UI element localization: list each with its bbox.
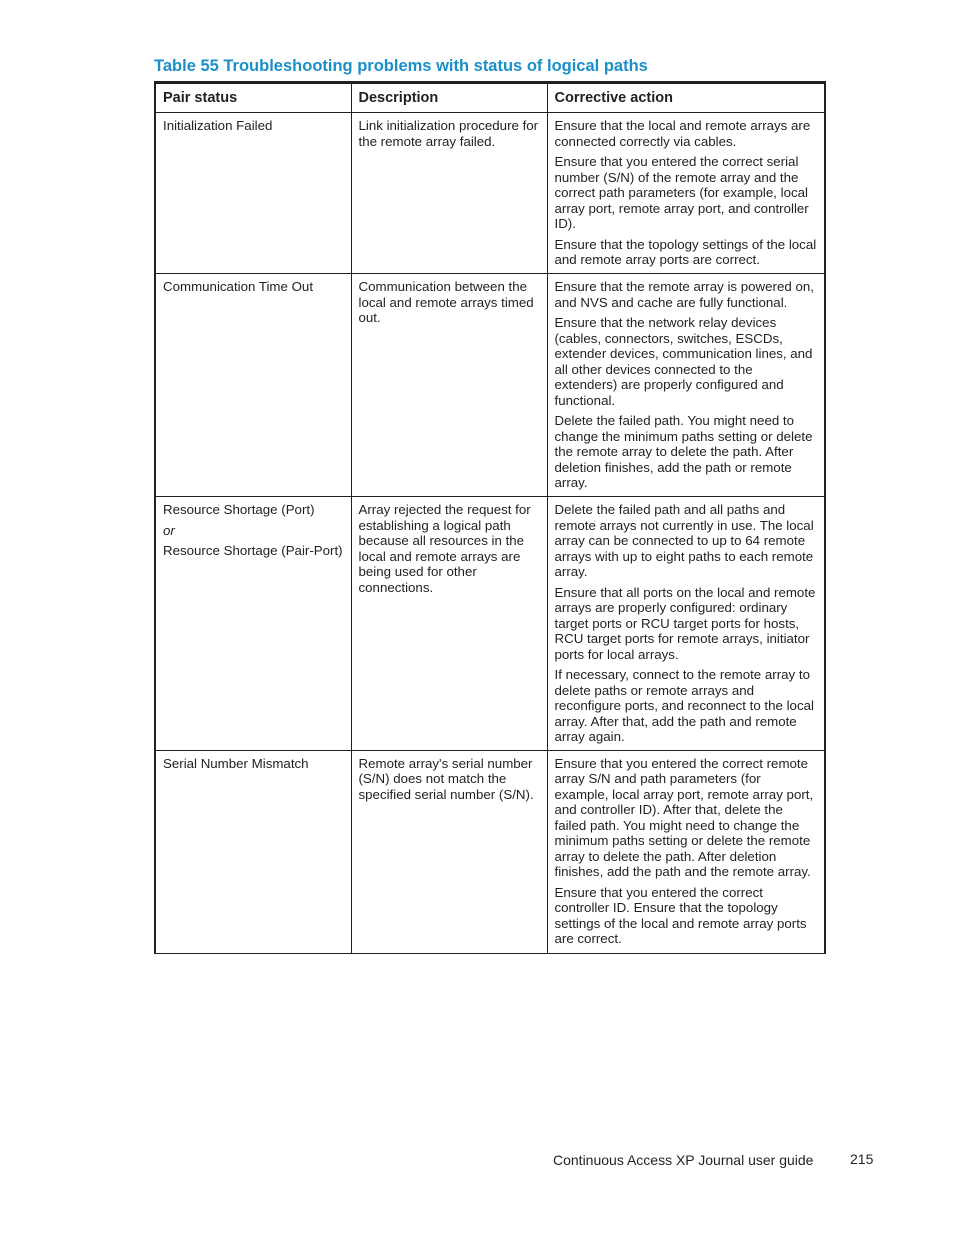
corrective-action-paragraph: Ensure that all ports on the local and remote arrays are properly configured: ordinary target ports or RCU target ports for hosts, RCU target ports for remote arrays, initiator ports for local arrays. (554, 584, 816, 662)
corrective-action-paragraph: Ensure that you entered the correct controller ID. Ensure that the topology settings of the local and remote array ports are correct. (554, 884, 807, 946)
table-row (155, 113, 825, 274)
description-text: Remote array's serial number (S/N) does not match the specified serial number (S/N). (358, 755, 534, 802)
corrective-action-cell (547, 497, 825, 751)
corrective-action-paragraph: Ensure that the local and remote arrays are connected correctly via cables. (554, 118, 811, 149)
footer-document-title: Continuous Access XP Journal user guide (553, 1152, 814, 1168)
corrective-action-paragraph: Ensure that the remote array is powered on, and NVS and cache are fully functional. (554, 279, 814, 310)
pair-status-alt-text: Resource Shortage (Pair-Port) (163, 543, 343, 558)
description-text: Array rejected the request for establishing a logical path because all resources in the local and remote arrays are being used for other connections. (358, 502, 531, 595)
table-caption: Table 55 Troubleshooting problems with status of logical paths (154, 57, 648, 75)
pair-status-text: Serial Number Mismatch (163, 755, 309, 771)
pair-status-cell (155, 274, 351, 497)
pair-status-text: Resource Shortage (Port) (163, 502, 315, 517)
corrective-action-paragraph: Delete the failed path and all paths and remote arrays not currently in use. The local array can be connected to up to 64 remote arrays with up to eight paths to each remote array. (554, 502, 814, 579)
description-cell (351, 750, 547, 953)
header-corrective-action: Corrective action (547, 83, 825, 113)
table-row (155, 497, 825, 751)
pair-status-cell (155, 497, 351, 751)
description-text: Communication between the local and remote arrays timed out. (358, 279, 534, 325)
corrective-action-paragraph: Ensure that the network relay devices (cables, connectors, switches, ESCDs, extender devices, communication lines, and all other devices connected to the extenders) are properly configured and functional. (554, 315, 813, 408)
corrective-action-paragraph: Ensure that the topology settings of the local and remote array ports are correct. (554, 236, 817, 267)
description-cell (351, 113, 547, 274)
pair-status-or: or (163, 522, 175, 538)
description-cell (351, 497, 547, 751)
description-text: Link initialization procedure for the remote array failed. (358, 118, 539, 149)
corrective-action-cell (547, 274, 825, 497)
corrective-action-paragraph: Delete the failed path. You might need to change the minimum paths setting or delete the remote array to delete the path. After deletion finishes, add the path or remote array. (554, 413, 813, 490)
corrective-action-paragraph: Ensure that you entered the correct remote array S/N and path parameters (for example, local array port, remote array port, and controller ID). After that, delete the failed path. You might need to change the minimum paths setting or delete the remote array to delete the path. After deletion finishes, add the path and the remote array. (554, 755, 814, 879)
description-cell (351, 274, 547, 497)
troubleshooting-table (154, 81, 826, 954)
table-row (155, 750, 825, 953)
header-description: Description (351, 83, 547, 113)
footer-page-number: 215 (850, 1151, 874, 1167)
table-header-row (155, 83, 825, 113)
corrective-action-paragraph: Ensure that you entered the correct serial number (S/N) of the remote array and the correct path parameters (for example, local array port, remote array port, and controller ID). (554, 154, 809, 231)
pair-status-cell (155, 113, 351, 274)
corrective-action-paragraph: If necessary, connect to the remote array to delete paths or remote arrays and reconfigure ports, and reconnect to the local array. After that, add the path and remote array again. (554, 667, 814, 744)
table-row (155, 274, 825, 497)
pair-status-cell (155, 750, 351, 953)
corrective-action-cell (547, 750, 825, 953)
corrective-action-cell (547, 113, 825, 274)
pair-status-text: Communication Time Out (163, 279, 314, 294)
pair-status-text: Initialization Failed (163, 118, 273, 133)
header-pair-status: Pair status (155, 83, 351, 113)
